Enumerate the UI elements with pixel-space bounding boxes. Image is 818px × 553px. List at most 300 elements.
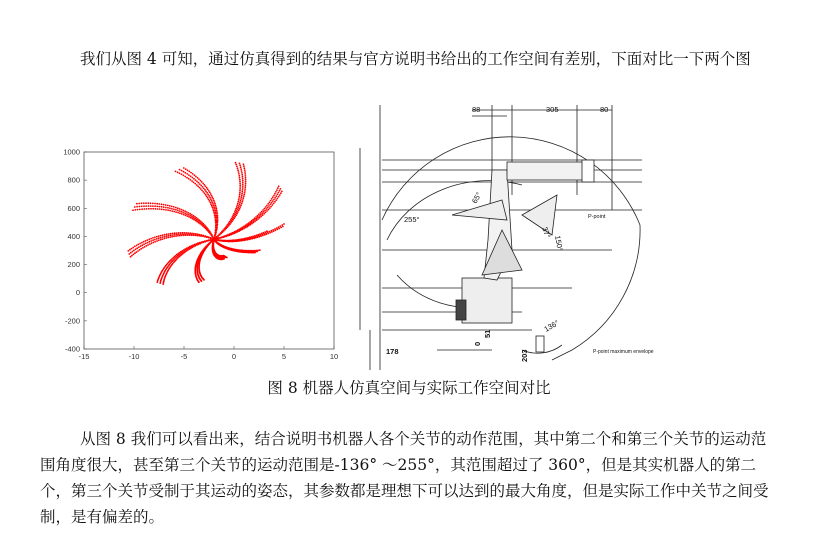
scatter-point (169, 235, 171, 237)
scatter-point (245, 237, 247, 239)
scatter-point (208, 231, 210, 233)
scatter-point (251, 250, 253, 252)
scatter-point (161, 203, 163, 205)
scatter-point (128, 253, 130, 255)
scatter-point (196, 221, 198, 223)
scatter-point (257, 218, 259, 220)
scatter-point (236, 206, 238, 208)
envelope-label: P-point maximum envelope (593, 349, 654, 355)
scatter-point (200, 185, 202, 187)
scatter-point (213, 200, 215, 202)
scatter-point (144, 246, 146, 248)
scatter-point (186, 215, 188, 217)
scatter-point (210, 198, 212, 200)
scatter-point (266, 208, 268, 210)
scatter-point (204, 189, 206, 191)
scatter-point (194, 174, 196, 176)
y-tick-labels (63, 148, 87, 354)
scatter-point (156, 206, 158, 208)
scatter-point (221, 231, 223, 233)
scatter-point (229, 221, 231, 223)
scatter-point (264, 208, 266, 210)
scatter-point (243, 163, 245, 165)
scatter-point (276, 227, 278, 229)
scatter-point (194, 183, 196, 185)
dim-label: 0 (473, 341, 482, 346)
scatter-point (154, 241, 156, 243)
scatter-point (196, 244, 198, 246)
scatter-point (249, 221, 251, 223)
scatter-point (169, 236, 171, 238)
scatter-point (139, 206, 141, 208)
scatter-point (195, 235, 197, 237)
dimension-box (536, 336, 544, 352)
scatter-point (263, 232, 265, 234)
scatter-point (254, 221, 256, 223)
scatter-point (231, 218, 233, 220)
scatter-point (247, 237, 249, 239)
scatter-point (256, 234, 258, 236)
scatter-point (244, 238, 246, 240)
scatter-point (206, 240, 208, 242)
scatter-point (242, 185, 244, 187)
angle-label: 255° (404, 215, 420, 224)
scatter-point (239, 202, 241, 204)
scatter-point (241, 174, 243, 176)
scatter-point (243, 225, 245, 227)
scatter-point (133, 254, 135, 256)
scatter-point (160, 239, 162, 241)
x-tick-label: -10 (128, 352, 140, 361)
scatter-point (177, 235, 179, 237)
scatter-point (246, 223, 248, 225)
scatter-point (201, 280, 203, 282)
scatter-point (160, 237, 162, 239)
scatter-point (141, 208, 143, 210)
scatter-point (226, 225, 228, 227)
scatter-point (198, 182, 200, 184)
scatter-point (206, 192, 208, 194)
scatter-point (241, 195, 243, 197)
scatter-point (150, 205, 152, 207)
scatter-point (237, 167, 239, 169)
scatter-point (215, 205, 217, 207)
scatter-point (256, 218, 258, 220)
scatter-point (190, 217, 192, 219)
scatter-point (215, 218, 217, 220)
scatter-point (267, 207, 269, 209)
scatter-point (201, 242, 203, 244)
scatter-point (191, 234, 193, 236)
scatter-point (145, 240, 147, 242)
scatter-point (158, 239, 160, 241)
scatter-point (207, 194, 209, 196)
scatter-point (252, 236, 254, 238)
scatter-point (239, 184, 241, 186)
scatter-point (141, 244, 143, 246)
scatter-point (136, 203, 138, 205)
scatter-point (212, 198, 214, 200)
scatter-point (162, 234, 164, 236)
scatter-point (159, 208, 161, 210)
scatter-point (202, 186, 204, 188)
scatter-point (277, 198, 279, 200)
scatter-point (138, 246, 140, 248)
scatter-point (141, 205, 143, 207)
scatter-point (145, 202, 147, 204)
scatter-point (215, 220, 217, 222)
scatter-point (150, 238, 152, 240)
scatter-point (215, 228, 217, 230)
scatter-point (238, 228, 240, 230)
scatter-point (171, 206, 173, 208)
scatter-point (216, 236, 218, 238)
scatter-point (259, 215, 261, 217)
scatter-point (149, 241, 151, 243)
scatter-point (152, 205, 154, 207)
scatter-point (245, 183, 247, 185)
scatter-point (152, 237, 154, 239)
envelope-arc-right (552, 225, 640, 360)
scatter-point (145, 245, 147, 247)
scatter-point (217, 235, 219, 237)
scatter-point (243, 165, 245, 167)
scatter-point (190, 175, 192, 177)
scatter-point (156, 203, 158, 205)
scatter-point (240, 168, 242, 170)
scatter-point (185, 234, 187, 236)
scatter-point (183, 214, 185, 216)
plot-frame (84, 152, 334, 349)
scatter-point (241, 170, 243, 172)
scatter-point (239, 182, 241, 184)
scatter-point (235, 162, 237, 164)
scatter-point (237, 229, 239, 231)
scatter-point (198, 281, 200, 283)
scatter-point (264, 210, 266, 212)
scatter-point (227, 224, 229, 226)
scatter-point (171, 210, 173, 212)
scatter-point (160, 235, 162, 237)
scatter-point (238, 171, 240, 173)
scatter-point (239, 194, 241, 196)
scatter-point (202, 236, 204, 238)
scatter-point (271, 198, 273, 200)
scatter-point (208, 199, 210, 201)
scatter-point (203, 279, 205, 281)
scatter-point (143, 205, 145, 207)
simulation-scatter-plot (63, 148, 338, 362)
figure-caption: 图 8 机器人仿真空间与实际工作空间对比 (267, 379, 551, 397)
scatter-point (254, 219, 256, 221)
scatter-point (175, 211, 177, 213)
scatter-point (240, 227, 242, 229)
scatter-point (170, 233, 172, 235)
scatter-point (134, 206, 136, 208)
analysis-paragraph: 从图 8 我们可以看出来，结合说明书机器人各个关节的动作范围，其中第二个和第三个关节的运动范围角度很大，甚至第三个关节的运动范围是-136° ～255°，其范围超过了 360°，但是其实机器人的第二个，第三个关节受制于其运动的姿态，其参数都是理想下可以达到的最大角度，但是实际工作中关节之间受制，是有偏差的。 (40, 430, 769, 526)
scatter-point (175, 171, 177, 173)
y-tick-label: 200 (67, 260, 80, 270)
scatter-point (279, 225, 281, 227)
scatter-point (177, 207, 179, 209)
scatter-point (134, 252, 136, 254)
scatter-point (182, 210, 184, 212)
scatter-point (209, 197, 211, 199)
scatter-point (167, 235, 169, 237)
scatter-point (193, 178, 195, 180)
scatter-point (192, 173, 194, 175)
scatter-point (173, 208, 175, 210)
scatter-point (169, 207, 171, 209)
scatter-point (157, 208, 159, 210)
scatter-point (179, 169, 181, 171)
scatter-point (187, 234, 189, 236)
scatter-point (171, 236, 173, 238)
scatter-point (242, 189, 244, 191)
scatter-point (172, 233, 174, 235)
scatter-point (274, 201, 276, 203)
scatter-point (264, 231, 266, 233)
scatter-point (212, 208, 214, 210)
scatter-point (184, 176, 186, 178)
scatter-point (220, 232, 222, 234)
scatter-point (199, 187, 201, 189)
scatter-point (150, 208, 152, 210)
scatter-point (281, 191, 283, 193)
scatter-point (244, 171, 246, 173)
scatter-point (197, 177, 199, 179)
scatter-point (185, 168, 187, 170)
scatter-point (280, 192, 282, 194)
scatter-point (261, 212, 263, 214)
scatter-point (211, 205, 213, 207)
scatter-point (186, 211, 188, 213)
scatter-point (145, 243, 147, 245)
scatter-point (234, 211, 236, 213)
scatter-point (238, 197, 240, 199)
scatter-point (193, 234, 195, 236)
scatter-point (198, 222, 200, 224)
scatter-point (165, 237, 167, 239)
x-tick-label: 10 (329, 352, 339, 361)
envelope-arc-outer (382, 137, 640, 225)
scatter-point (188, 216, 190, 218)
scatter-point (214, 210, 216, 212)
scatter-point (239, 164, 241, 166)
scatter-point (207, 188, 209, 190)
scatter-point (236, 166, 238, 168)
scatter-point (208, 190, 210, 192)
scatter-point (226, 257, 228, 259)
scatter-point (136, 251, 138, 253)
x-tick-label: -15 (78, 352, 90, 361)
scatter-point (216, 210, 218, 212)
scatter-point (240, 198, 242, 200)
scatter-point (164, 238, 166, 240)
scatter-point (195, 179, 197, 181)
scatter-point (137, 250, 139, 252)
scatter-point (260, 216, 262, 218)
scatter-point (210, 237, 212, 239)
scatter-point (139, 209, 141, 211)
scatter-point (202, 183, 204, 185)
scatter-point (215, 227, 217, 229)
scatter-point (188, 171, 190, 173)
scatter-point (214, 208, 216, 210)
scatter-point (196, 184, 198, 186)
scatter-point (134, 246, 136, 248)
scatter-point (178, 232, 180, 234)
scatter-point (241, 196, 243, 198)
scatter-point (199, 223, 201, 225)
y-tick-label: -400 (64, 344, 80, 354)
scatter-point (238, 175, 240, 177)
scatter-point (239, 190, 241, 192)
scatter-point (164, 236, 166, 238)
scatter-point (179, 212, 181, 214)
scatter-point (188, 174, 190, 176)
scatter-point (139, 249, 141, 251)
scatter-point (132, 209, 134, 211)
scatter-point (158, 237, 160, 239)
scatter-point (215, 225, 217, 227)
scatter-point (198, 243, 200, 245)
scatter-point (277, 193, 279, 195)
scatter-point (152, 239, 154, 241)
scatter-point (245, 224, 247, 226)
scatter-point (143, 208, 145, 210)
scatter-point (140, 245, 142, 247)
scatter-point (154, 203, 156, 205)
scatter-point (201, 190, 203, 192)
scatter-point (151, 242, 153, 244)
y-tick-label: 0 (75, 288, 80, 298)
y-tick-label: 400 (67, 231, 80, 241)
scatter-point (256, 250, 258, 252)
scatter-point (187, 169, 189, 171)
scatter-point (273, 195, 275, 197)
scatter-point (272, 204, 274, 206)
scatter-point (158, 203, 160, 205)
scatter-point (237, 201, 239, 203)
scatter-point (269, 207, 271, 209)
scatter-point (184, 210, 186, 212)
scatter-point (262, 209, 264, 211)
scatter-point (202, 225, 204, 227)
scatter-point (214, 215, 216, 217)
scatter-point (209, 192, 211, 194)
scatter-point (191, 177, 193, 179)
scatter-point (155, 208, 157, 210)
scatter-point (196, 235, 198, 237)
scatter-point (215, 230, 217, 232)
scatter-point (181, 211, 183, 213)
scatter-point (257, 216, 259, 218)
scatter-point (261, 211, 263, 213)
scatter-point (263, 211, 265, 213)
scatter-point (134, 209, 136, 211)
scatter-point (169, 210, 171, 212)
scatter-point (255, 216, 257, 218)
scatter-point (206, 195, 208, 197)
scatter-point (275, 195, 277, 197)
scatter-point (210, 239, 212, 241)
scatter-point (275, 199, 277, 201)
scatter-point (244, 169, 246, 171)
scatter-point (154, 205, 156, 207)
scatter-point (199, 183, 201, 185)
scatter-point (159, 206, 161, 208)
scatter-point (215, 223, 217, 225)
scatter-point (201, 181, 203, 183)
scatter-point (216, 208, 218, 210)
scatter-point (243, 196, 245, 198)
scatter-point (204, 241, 206, 243)
scatter-point (252, 219, 254, 221)
scatter-point (162, 238, 164, 240)
scatter-point (193, 246, 195, 248)
scatter-point (156, 238, 158, 240)
scatter-point (265, 212, 267, 214)
scatter-point (201, 224, 203, 226)
scatter-point (146, 208, 148, 210)
scatter-point (143, 202, 145, 204)
scatter-point (272, 200, 274, 202)
y-tick-label: -200 (64, 316, 80, 326)
scatter-point (214, 213, 216, 215)
scatter-point (222, 229, 224, 231)
scatter-point (209, 200, 211, 202)
scatter-point (198, 235, 200, 237)
scatter-point (232, 214, 234, 216)
scatter-point (167, 237, 169, 239)
y-tick-label: 1000 (63, 147, 80, 157)
scatter-point (139, 243, 141, 245)
scatter-point (173, 236, 175, 238)
scatter-point (130, 252, 132, 254)
scatter-point (188, 178, 190, 180)
scatter-point (211, 200, 213, 202)
dim-label: 305 (546, 105, 559, 114)
scatter-point (135, 248, 137, 250)
scatter-point (210, 203, 212, 205)
scatter-point (273, 199, 275, 201)
scatter-point (242, 199, 244, 201)
scatter-point (239, 192, 241, 194)
scatter-point (208, 240, 210, 242)
scatter-point (249, 236, 251, 238)
scatter-point (133, 250, 135, 252)
dim-label: 80 (600, 105, 609, 114)
scatter-point (239, 163, 241, 165)
scatter-point (259, 212, 261, 214)
scatter-point (242, 176, 244, 178)
scatter-point (149, 243, 151, 245)
scatter-point (280, 188, 282, 190)
scatter-point (278, 226, 280, 228)
scatter-point (238, 199, 240, 201)
x-tick-label: 0 (231, 352, 237, 361)
scatter-point (148, 238, 150, 240)
scatter-point (259, 233, 261, 235)
scatter-point (241, 191, 243, 193)
scatter-point (154, 239, 156, 241)
figure-8 (52, 100, 654, 375)
scatter-point (242, 178, 244, 180)
scatter-point (205, 185, 207, 187)
dim-label: 203 (520, 349, 529, 362)
scatter-point (211, 201, 213, 203)
